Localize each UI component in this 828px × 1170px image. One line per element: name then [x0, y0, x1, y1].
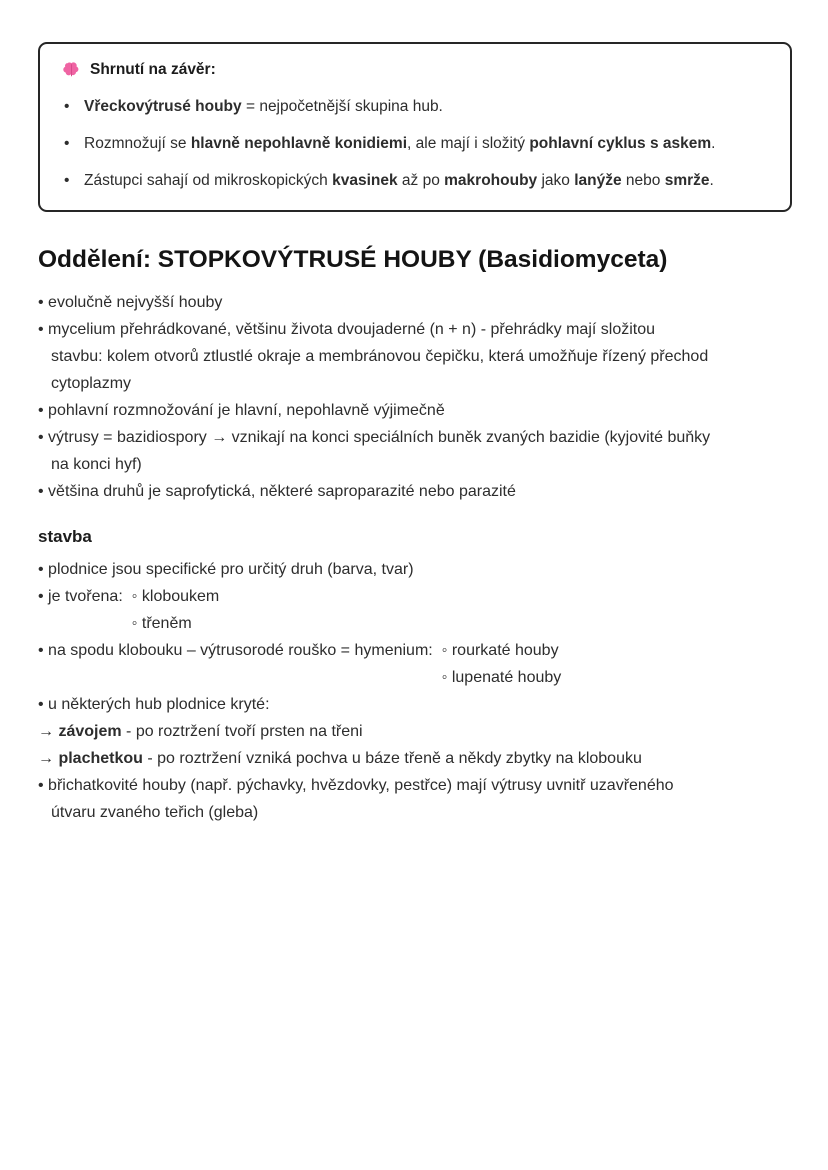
- sub-item: ◦ lupenaté houby: [441, 669, 562, 686]
- bullet-line: • většina druhů je saprofytická, některé saproparazité nebo parazité: [38, 483, 516, 500]
- text-segment: až po: [397, 172, 445, 189]
- text-segment: →: [38, 723, 59, 740]
- text-segment: nebo: [621, 172, 665, 189]
- text-segment: lanýže: [574, 172, 622, 189]
- text-segment: , ale mají i složitý: [407, 135, 530, 152]
- bullet-line: • evolučně nejvyšší houby: [38, 294, 223, 311]
- bullet-line: • výtrusy = bazidiospory → vznikají na konci speciálních buněk zvaných bazidie (kyjovité buňky: [38, 429, 711, 446]
- summary-item-text: [84, 97, 443, 116]
- bullet-line-with-sublist: [38, 637, 792, 691]
- summary-title: Shrnutí na závěr:: [90, 61, 216, 78]
- summary-item: [62, 134, 772, 153]
- bullet-line-label: • na spodu klobouku – výtrusorodé rouško = hymenium:: [38, 642, 433, 659]
- text-segment: hlavně nepohlavně konidiemi: [190, 135, 408, 152]
- text-segment: = nejpočetnější skupina hub.: [241, 98, 443, 115]
- text-segment: plachetkou: [58, 750, 143, 767]
- text-segment: Vřeckovýtrusé houby: [84, 98, 242, 115]
- subsection-heading: stavba: [38, 527, 92, 546]
- text-segment: kvasinek: [332, 172, 398, 189]
- bullet-marker: •: [64, 172, 70, 189]
- bullet-line-with-sublist: [38, 583, 792, 637]
- brain-icon: [62, 62, 81, 79]
- sub-item: ◦ třeněm: [131, 615, 192, 632]
- sub-item: ◦ kloboukem: [131, 588, 220, 605]
- summary-box: [38, 42, 792, 212]
- arrow-line: [38, 718, 792, 745]
- summary-title-row: [62, 61, 772, 79]
- text-segment: .: [709, 172, 714, 189]
- text-segment: pohlavní cyklus s askem: [529, 135, 712, 152]
- section-heading: Oddělení: STOPKOVÝTRUSÉ HOUBY (Basidiomyceta): [38, 246, 668, 273]
- summary-item-text: [84, 134, 715, 153]
- text-segment: Zástupci sahají od mikroskopických: [84, 172, 333, 189]
- sub-item: ◦ rourkaté houby: [441, 642, 559, 659]
- arrow-line: [38, 745, 792, 772]
- continuation-line: stavbu: kolem otvorů ztlustlé okraje a membránovou čepičku, která umožňuje řízený přechod: [51, 348, 709, 365]
- continuation-line: útvaru zvaného teřich (gleba): [51, 804, 259, 821]
- sublist: [442, 637, 562, 691]
- bullet-marker: •: [64, 135, 70, 152]
- bullet-line: • plodnice jsou specifické pro určitý druh (barva, tvar): [38, 561, 414, 578]
- continuation-line: cytoplazmy: [51, 375, 132, 392]
- summary-item: [62, 171, 772, 190]
- bullet-line: • mycelium přehrádkované, většinu života dvoujaderné (n + n) - přehrádky mají složitou: [38, 321, 656, 338]
- continuation-line: na konci hyf): [51, 456, 142, 473]
- text-segment: jako: [537, 172, 575, 189]
- text-segment: smrže: [664, 172, 710, 189]
- sublist: [132, 583, 220, 637]
- bullet-line: • břichatkovité houby (např. pýchavky, hvězdovky, pestřce) mají výtrusy uvnitř uzavřeného: [38, 777, 674, 794]
- bullet-line: • pohlavní rozmnožování je hlavní, nepohlavně výjimečně: [38, 402, 445, 419]
- bullet-line: • u některých hub plodnice kryté:: [38, 696, 270, 713]
- text-segment: - po roztržení tvoří prsten na třeni: [121, 723, 363, 740]
- bullet-marker: •: [64, 98, 70, 115]
- text-segment: - po roztržení vzniká pochva u báze třeně a někdy zbytky na klobouku: [142, 750, 642, 767]
- text-segment: makrohouby: [444, 172, 538, 189]
- summary-item-text: [84, 171, 714, 190]
- text-segment: Rozmnožují se: [84, 135, 191, 152]
- bullet-line-label: • je tvořena:: [38, 588, 123, 605]
- text-segment: →: [38, 750, 59, 767]
- summary-item: [62, 97, 772, 116]
- text-segment: závojem: [58, 723, 122, 740]
- text-segment: .: [711, 135, 716, 152]
